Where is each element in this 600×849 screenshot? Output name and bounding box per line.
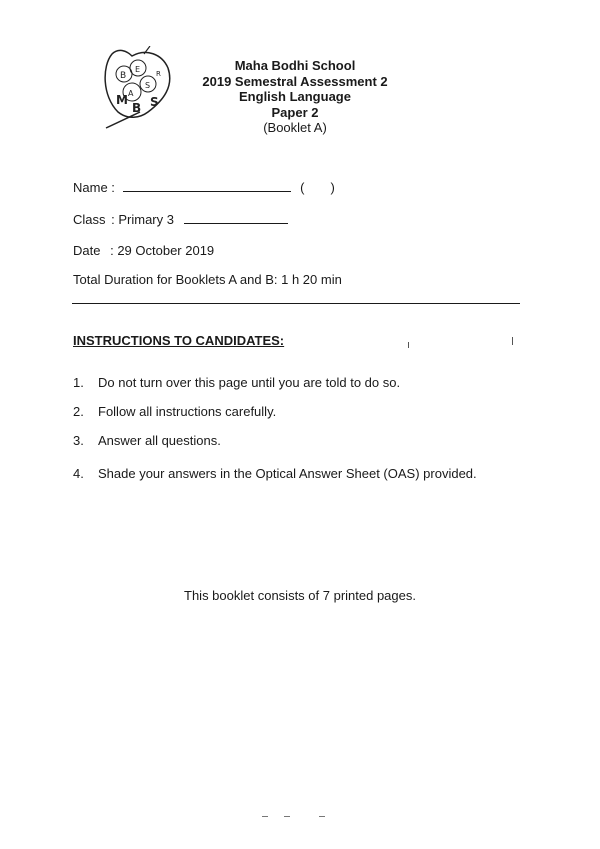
logo-letter: M <box>116 93 128 107</box>
register-bracket-close: ) <box>330 180 335 195</box>
instruction-item <box>73 466 477 481</box>
scan-mark <box>408 342 409 348</box>
logo-letter: R <box>156 70 161 78</box>
assessment-title: 2019 Semestral Assessment 2 <box>202 73 388 89</box>
scan-mark <box>284 816 290 817</box>
exam-header <box>190 58 400 136</box>
name-field <box>73 180 335 196</box>
class-label: Class <box>73 212 106 227</box>
instruction-text: Do not turn over this page until you are told to do so. <box>98 375 401 390</box>
scan-mark <box>512 337 513 345</box>
logo-letter: A <box>128 89 134 98</box>
total-duration: Total Duration for Booklets A and B: 1 h 20 min <box>73 272 342 287</box>
logo-letter: B <box>132 101 142 115</box>
instruction-text: Answer all questions. <box>98 433 221 448</box>
page-count-note: This booklet consists of 7 printed pages. <box>184 588 416 603</box>
date-label: Date <box>73 243 101 258</box>
scan-mark <box>262 816 268 817</box>
paper-number: Paper 2 <box>271 104 319 120</box>
logo-letter: E <box>135 65 141 74</box>
logo-letter: S <box>150 95 159 109</box>
name-blank[interactable] <box>123 180 291 192</box>
leaf-crest-icon <box>100 46 178 130</box>
instruction-number: 2. <box>73 404 84 419</box>
name-label: Name : <box>73 180 115 195</box>
date-value: : 29 October 2019 <box>110 243 215 258</box>
instructions-title: INSTRUCTIONS TO CANDIDATES: <box>73 333 285 348</box>
instruction-number: 4. <box>73 466 84 481</box>
school-name: Maha Bodhi School <box>234 58 356 73</box>
section-divider <box>72 303 520 304</box>
class-blank[interactable] <box>184 212 288 224</box>
instruction-item <box>73 375 400 390</box>
instruction-number: 1. <box>73 375 84 390</box>
class-value: : Primary 3 <box>111 212 174 227</box>
register-bracket-open: ( <box>300 180 305 195</box>
logo-letter: B <box>120 71 127 81</box>
instruction-text: Follow all instructions carefully. <box>98 404 277 419</box>
instruction-item <box>73 433 221 448</box>
instruction-item <box>73 404 276 419</box>
scan-mark <box>319 816 325 817</box>
class-field <box>73 212 288 228</box>
date-field <box>73 243 214 259</box>
instruction-text: Shade your answers in the Optical Answer Sheet (OAS) provided. <box>98 466 477 481</box>
booklet-label: (Booklet A) <box>263 120 327 135</box>
instruction-number: 3. <box>73 433 84 448</box>
subject-title: English Language <box>239 89 351 104</box>
school-logo <box>100 46 178 130</box>
logo-letter: S <box>145 81 151 90</box>
